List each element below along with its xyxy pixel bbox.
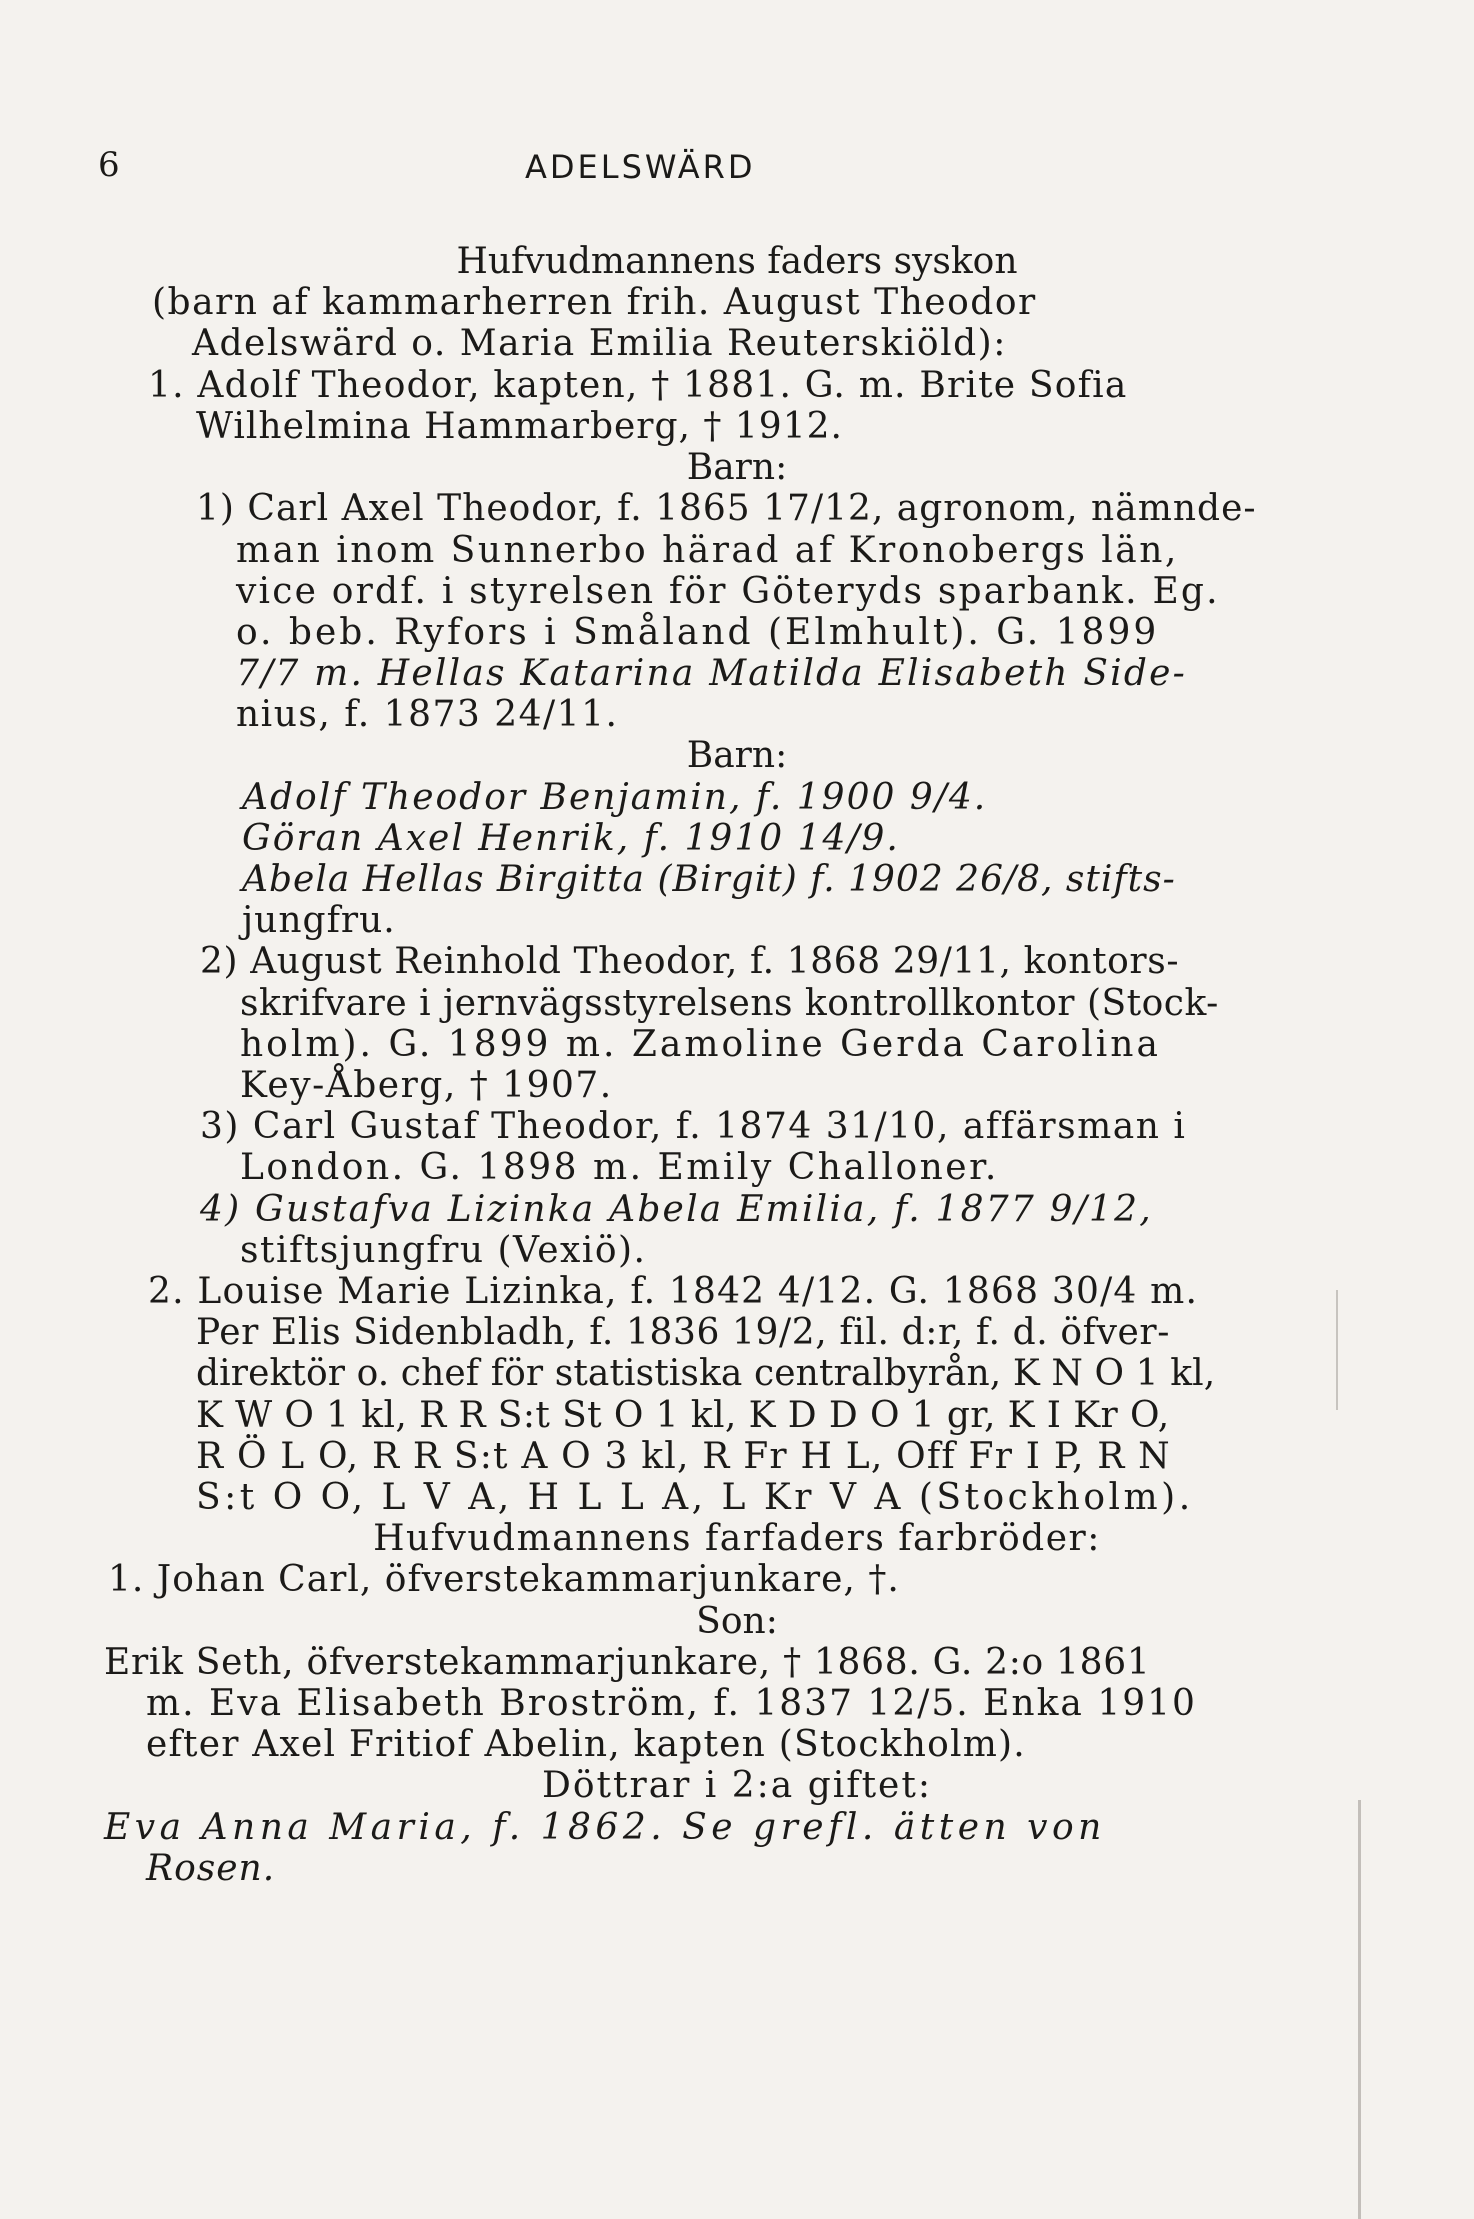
text-line: 3) Carl Gustaf Theodor, f. 1874 31/10, affärsman i bbox=[200, 1106, 1187, 1147]
text-line: 4) Gustafva Lizinka Abela Emilia, f. 1877 9/12, bbox=[200, 1189, 1153, 1230]
text-line: stiftsjungfru (Vexiö). bbox=[240, 1230, 647, 1271]
text-line: jungfru. bbox=[242, 900, 396, 941]
text-line: o. beb. Ryfors i Småland (Elmhult). G. 1899 bbox=[236, 612, 1160, 653]
text-line: Rosen. bbox=[146, 1848, 276, 1889]
text-line: Erik Seth, öfverstekammarjunkare, † 1868. G. 2:o 1861 bbox=[104, 1642, 1151, 1683]
scan-edge-mark bbox=[1358, 1800, 1361, 2219]
text-line: 7/7 m. Hellas Katarina Matilda Elisabeth Side- bbox=[236, 653, 1187, 694]
section-heading-granduncles: Hufvudmannens farfaders farbröder: bbox=[373, 1518, 1101, 1559]
text-line: Göran Axel Henrik, f. 1910 14/9. bbox=[242, 818, 900, 859]
text-line: R Ö L O, R R S:t A O 3 kl, R Fr H L, Off Fr I P, R N bbox=[196, 1436, 1171, 1477]
text-line: Eva Anna Maria, f. 1862. Se grefl. ätten von bbox=[104, 1807, 1106, 1848]
text-line: 1) Carl Axel Theodor, f. 1865 17/12, agronom, nämnde- bbox=[196, 488, 1257, 529]
text-line: Wilhelmina Hammarberg, † 1912. bbox=[196, 406, 843, 447]
text-line: 2. Louise Marie Lizinka, f. 1842 4/12. G. 1868 30/4 m. bbox=[148, 1271, 1199, 1312]
text-line: S:t O O, L V A, H L L A, L Kr V A (Stockholm). bbox=[196, 1477, 1194, 1518]
text-line: 1. Johan Carl, öfverstekammarjunkare, †. bbox=[108, 1559, 900, 1600]
text-line: K W O 1 kl, R R S:t St O 1 kl, K D D O 1 gr, K I Kr O, bbox=[196, 1395, 1170, 1436]
text-line: 1. Adolf Theodor, kapten, † 1881. G. m. Brite Sofia bbox=[148, 365, 1128, 406]
text-line: Adelswärd o. Maria Emilia Reuterskiöld): bbox=[192, 323, 1007, 364]
text-line: (barn af kammarherren frih. August Theodor bbox=[152, 282, 1037, 323]
text-line: holm). G. 1899 m. Zamoline Gerda Carolina bbox=[240, 1024, 1161, 1065]
text-line: 2) August Reinhold Theodor, f. 1868 29/11, kontors- bbox=[200, 941, 1180, 982]
text-line: Per Elis Sidenbladh, f. 1836 19/2, fil. d:r, f. d. öfver- bbox=[196, 1312, 1170, 1353]
text-line: London. G. 1898 m. Emily Challoner. bbox=[240, 1147, 999, 1188]
running-title: ADELSWÄRD bbox=[525, 148, 756, 186]
section-heading-siblings: Hufvudmannens faders syskon bbox=[456, 241, 1018, 282]
text-line: skrifvare i jernvägsstyrelsens kontrollkontor (Stock- bbox=[240, 983, 1219, 1024]
subheading-children: Barn: bbox=[686, 735, 788, 776]
subheading-children: Barn: bbox=[686, 447, 788, 488]
page-number: 6 bbox=[98, 145, 121, 185]
text-line: Adolf Theodor Benjamin, f. 1900 9/4. bbox=[242, 777, 988, 818]
subheading-daughters: Döttrar i 2:a giftet: bbox=[542, 1765, 932, 1806]
text-line: efter Axel Fritiof Abelin, kapten (Stockholm). bbox=[146, 1724, 1026, 1765]
text-line: vice ordf. i styrelsen för Göteryds sparbank. Eg. bbox=[236, 571, 1220, 612]
text-line: m. Eva Elisabeth Broström, f. 1837 12/5. Enka 1910 bbox=[146, 1683, 1197, 1724]
text-line: direktör o. chef för statistiska centralbyrån, K N O 1 kl, bbox=[196, 1353, 1216, 1394]
text-line: Key-Åberg, † 1907. bbox=[240, 1065, 613, 1106]
text-line: Abela Hellas Birgitta (Birgit) f. 1902 26/8, stifts- bbox=[242, 859, 1176, 900]
scan-edge-mark bbox=[1336, 1290, 1338, 1410]
text-line: nius, f. 1873 24/11. bbox=[236, 694, 619, 735]
subheading-son: Son: bbox=[696, 1601, 778, 1642]
text-line: man inom Sunnerbo härad af Kronobergs län, bbox=[236, 530, 1179, 571]
